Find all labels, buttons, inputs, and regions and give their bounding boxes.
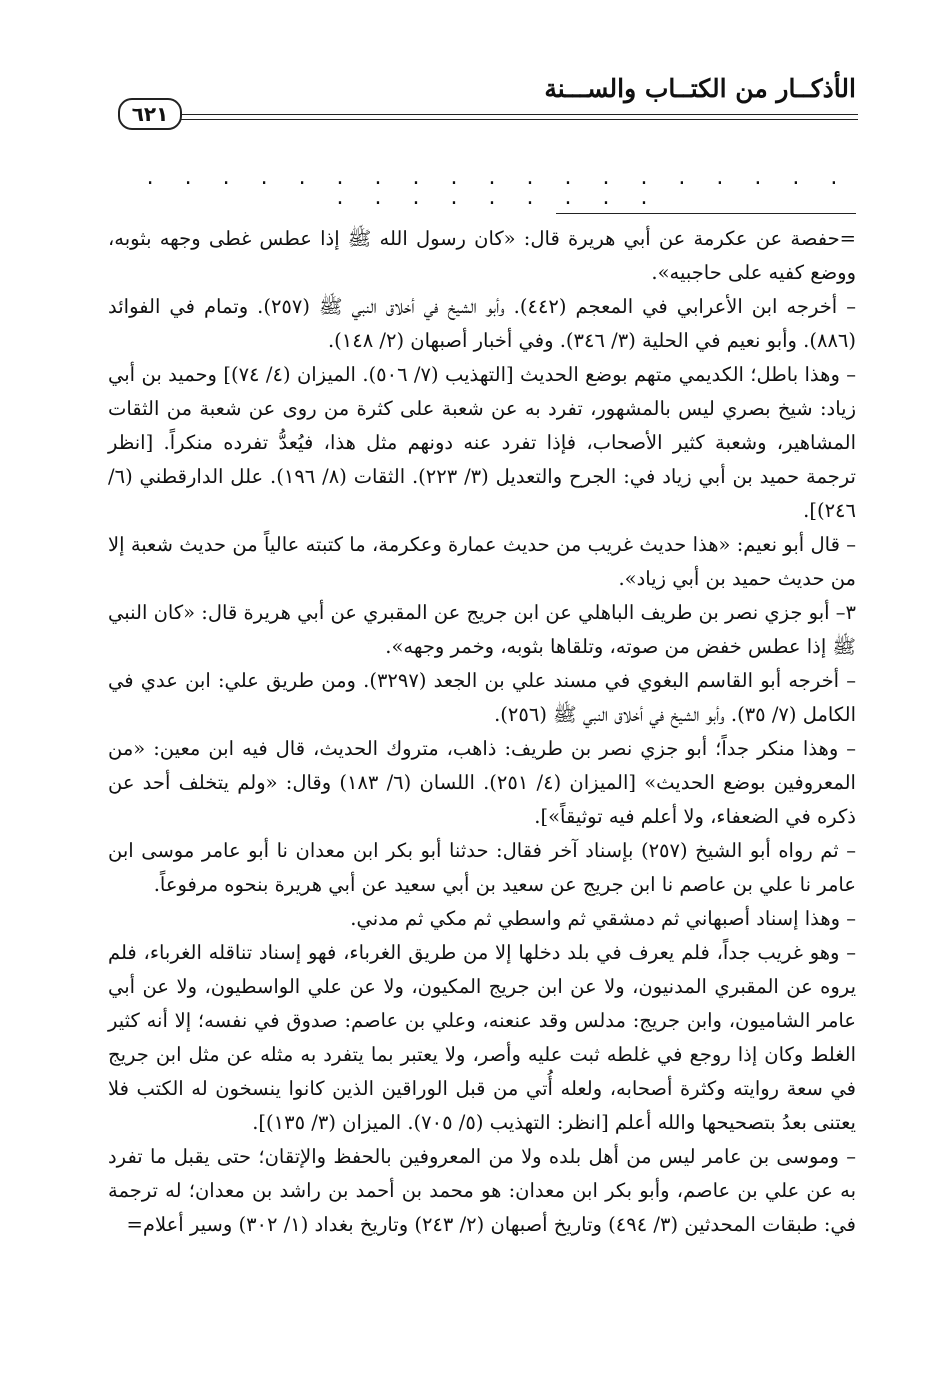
paragraph: – ثم رواه أبو الشيخ (٢٥٧) بإسناد آخر فقال: حدثنا أبو بكر ابن معدان نا أبو عامر موسى ابن عامر نا علي بن عاصم نا ابن جريج عن سعيد بن أبي سعيد عن أبي هريرة بنحوه مرفوعاً. — [108, 839, 856, 896]
running-header-title: الأذكــار من الكتــاب والســـنة — [544, 74, 856, 103]
header-rule — [175, 114, 858, 120]
paragraph: – قال أبو نعيم: «هذا حديث غريب من حديث عمارة وعكرمة، ما كتبته عالياً من حديث شعبة إلا من حديث حميد بن أبي زياد». — [108, 533, 856, 590]
paragraph: – أخرجه ابن الأعرابي في المعجم (٤٤٢). وأبو الشيخ في أخلاق النبي ﷺ (٢٥٧). وتمام في الفوائد (٨٨٦). وأبو نعيم في الحلية (٣/ ٣٤٦). وفي أخبار أصبهان (٢/ ١٤٨). — [108, 295, 856, 352]
paragraph: – وهذا منكر جداً؛ أبو جزي نصر بن طريف: ذاهب، متروك الحديث، قال فيه ابن معين: «من المعروفين بوضع الحديث» [الميزان (٤/ ٢٥١). اللسان (٦/ ١٨٣) وقال: «ولم يتخلف أحد عن ذكره في الضعفاء، ولا أعلم فيه توثيقاً»]. — [108, 737, 856, 828]
page-number: ٦٢١ — [118, 98, 182, 130]
footnote-rule — [556, 213, 856, 214]
paragraph: – وهذا إسناد أصبهاني ثم دمشقي ثم واسطي ثم مكي ثم مدني. — [350, 907, 856, 930]
paragraph: =حفصة عن عكرمة عن أبي هريرة قال: «كان رسول الله ﷺ إذا عطس غطى وجهه بثوبه، ووضع كفيه على حاجبيه». — [108, 227, 856, 284]
paragraph: – أخرجه أبو القاسم البغوي في مسند علي بن الجعد (٣٢٩٧). ومن طريق علي: ابن عدي في الكامل (٧/ ٣٥). وأبو الشيخ في أخلاق النبي ﷺ (٢٥٦). — [108, 669, 857, 726]
paragraph: – وهذا باطل؛ الكديمي متهم بوضع الحديث [التهذيب (٧/ ٥٠٦). الميزان (٤/ ٧٤)] وحميد بن أبي زياد: شيخ بصري ليس بالمشهور، تفرد به عن شعبة على كثرة من روى عن شعبة من الثقات المشاهير، وشعبة كثير الأصحاب، فإذا تفرد عنه دونهم مثل هذا، فيُعدُّ تفرده منكراً. [انظر ترجمة حميد بن أبي زياد في: الجرح والتعديل (٣/ ٢٢٣). الثقات (٨/ ١٩٦). علل الدارقطني (٦/ ٢٤٦)]. — [108, 363, 856, 522]
paragraph: – وموسى بن عامر ليس من أهل بلده ولا من المعروفين بالحفظ والإتقان؛ حتى يقبل ما تفرد به عن علي بن عاصم، وأبو بكر ابن معدان: هو محمد بن أحمد بن راشد بن معدان؛ له ترجمة في: طبقات المحدثين (٣/ ٤٩٤) وتاريخ أصبهان (٢/ ٢٤٣) وتاريخ بغداد (١/ ٣٠٢) وسير أعلام= — [108, 1145, 856, 1236]
separator-dots: . . . . . . . . . . . . . . . . . . . . . . . . . . . . — [146, 165, 850, 210]
paragraph: – وهو غريب جداً، فلم يعرف في بلد دخلها إلا من طريق الغرباء، فهو إسناد تناقله الغرباء، فلم يروه عن المقبري المدنيون، ولا عن ابن جريج المكيون، ولا عن علي الواسطيون، ولا عن أبي عامر الشاميون، وابن جريج: مدلس وقد عنعنه، وعلي بن عاصم: صدوق في نفسه؛ إلا أنه كثير الغلط وكان إذا روجع في غلطه ثبت عليه وأصر، ولا يعتبر بما يتفرد به مثله عن مثل ابن جريج في سعة روايته وكثرة أصحابه، ولعله أُتي من قبل الوراقين الذين كانوا ينسخون له الكتب فلا يعتنى بعدُ بتصحيحها والله أعلم [انظر: التهذيب (٥/ ٧٠٥). الميزان (٣/ ١٣٥)]. — [108, 941, 856, 1134]
paragraph: ٣– أبو جزي نصر بن طريف الباهلي عن ابن جريج عن المقبري عن أبي هريرة قال: «كان النبي ﷺ إذا عطس خفض من صوته، وتلقاها بثوبه، وخمر وجهه». — [108, 601, 856, 658]
footnote-body — [108, 222, 856, 1242]
